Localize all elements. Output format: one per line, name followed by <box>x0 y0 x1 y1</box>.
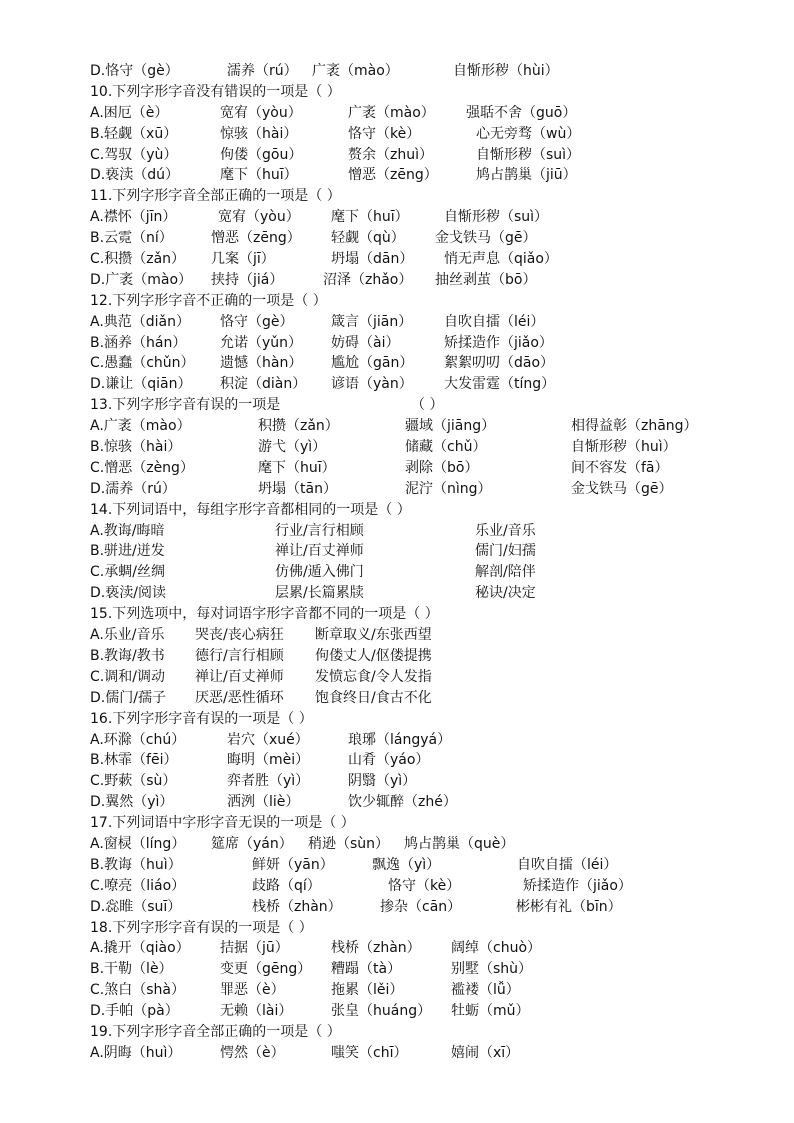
option-item: 广袤（mào） <box>348 104 435 121</box>
option-line <box>90 1043 770 1064</box>
question-line <box>90 500 770 521</box>
option-item: A.窗棂（líng） <box>90 835 186 852</box>
option-line <box>90 145 770 166</box>
option-item: 恪守（kè） <box>348 125 421 142</box>
option-line <box>90 353 770 374</box>
question-text: 14.下列词语中，每组字形字音都相同的一项是（ ） <box>90 501 411 518</box>
option-line <box>90 479 770 500</box>
option-item: 坍塌（dān） <box>331 251 414 268</box>
question-line <box>90 604 770 625</box>
option-item: 自吹自擂（léi） <box>444 313 545 330</box>
option-item: B.骈进/迸发 <box>90 543 165 560</box>
option-item: A.广袤（mào） <box>90 418 191 435</box>
option-item: D.恪守（gè） <box>90 63 179 79</box>
question-text: 18.下列字形字音有误的一项是（ ） <box>90 919 313 936</box>
option-item: 歧路（qí） <box>252 877 321 894</box>
option-item: 愕然（è） <box>220 1044 285 1061</box>
option-item: 泥泞（nìng） <box>405 480 492 497</box>
option-item: 佝偻（gōu） <box>220 146 303 163</box>
option-item: C.嘹亮（liáo） <box>90 877 186 894</box>
option-item: 憎恶（zēng） <box>348 167 438 184</box>
option-item: 罪恶（è） <box>220 982 285 999</box>
option-line <box>90 730 770 751</box>
option-item: 沼泽（zhǎo） <box>323 271 413 288</box>
option-item: 糟蹋（tà） <box>331 961 402 978</box>
option-item: 儒门/妇孺 <box>475 543 536 560</box>
option-item: 自惭形秽（suì） <box>476 146 581 163</box>
option-item: 游弋（yì） <box>258 439 327 456</box>
question-text: 10.下列字形字音没有错误的一项是（ ） <box>90 83 341 100</box>
option-item: 间不容发（fā） <box>571 459 669 476</box>
option-item: 坍塌（tān） <box>258 480 337 497</box>
option-line <box>90 437 770 458</box>
option-item: 栈桥（zhàn） <box>331 940 421 957</box>
option-item: C.煞白（shà） <box>90 982 185 999</box>
option-item: C.憎恶（zèng） <box>90 459 194 476</box>
option-item: 遗憾（hàn） <box>220 355 303 372</box>
option-item: 阔绰（chuò） <box>451 940 542 957</box>
option-item: 自吹自擂（léi） <box>517 856 618 873</box>
option-line <box>90 771 770 792</box>
option-item: 妨碍（ài） <box>331 334 400 351</box>
option-item: 宽宥（yòu） <box>218 209 300 226</box>
question-text: （ ） <box>411 397 444 414</box>
option-item: D.手帕（pà） <box>90 1003 179 1020</box>
option-item: B.涵养（hán） <box>90 334 187 351</box>
option-line <box>90 541 770 562</box>
option-item: B.轻觑（xū） <box>90 125 178 142</box>
option-item: B.林霏（fēi） <box>90 752 178 769</box>
option-item: C.调和/调动 <box>90 668 165 685</box>
option-item: 自惭形秽（suì） <box>444 209 549 226</box>
option-item: 仿佛/遁入佛门 <box>275 564 364 581</box>
option-item: 掺杂（cān） <box>380 898 462 915</box>
option-item: D.儒门/孺子 <box>90 689 166 706</box>
option-item: 拖累（lěi） <box>331 982 404 999</box>
option-item: 行业/言行相顾 <box>275 522 364 539</box>
question-line <box>90 813 770 834</box>
option-item: 恪守（kè） <box>388 877 461 894</box>
option-item: 彬彬有礼（bīn） <box>516 898 622 915</box>
option-item: 嬉闹（xī） <box>451 1044 520 1061</box>
option-item: A.教诲/晦暗 <box>90 522 165 539</box>
option-line <box>90 938 770 959</box>
question-line <box>90 186 770 207</box>
option-item: 禅让/百丈禅师 <box>195 668 284 685</box>
option-item: 抽丝剥茧（bō） <box>435 271 537 288</box>
option-item: D.惢睢（suī） <box>90 898 182 915</box>
option-item: A.环滁（chú） <box>90 731 186 748</box>
option-line <box>90 646 770 667</box>
option-item: 鸠占鹊巢（jiū） <box>476 167 577 184</box>
option-item: 层累/长篇累牍 <box>275 585 364 602</box>
question-text: 13.下列字形字音有误的一项是 <box>90 397 281 414</box>
option-item: 饱食终日/食古不化 <box>315 689 432 706</box>
option-line <box>90 562 770 583</box>
option-item: 宽宥（yòu） <box>220 104 302 121</box>
option-item: B.教诲（huì） <box>90 856 182 873</box>
option-item: 飘逸（yì） <box>372 856 441 873</box>
option-item: B.云霓（ní） <box>90 230 173 247</box>
option-item: 岩穴（xué） <box>227 731 309 748</box>
option-item: 疆域（jiāng） <box>405 418 496 435</box>
option-item: 晦明（mèi） <box>227 752 310 769</box>
option-item: 别墅（shù） <box>451 961 533 978</box>
question-line <box>90 395 770 416</box>
option-item: 储藏（chǔ） <box>405 439 487 456</box>
option-item: 山肴（yáo） <box>348 752 430 769</box>
option-item: 栈桥（zhàn） <box>252 898 342 915</box>
option-item: D.翼然（yì） <box>90 794 174 811</box>
option-item: 剥除（bō） <box>405 459 479 476</box>
option-item: 阴翳（yì） <box>348 773 417 790</box>
question-text: 11.下列字形字音全部正确的一项是（ ） <box>90 188 341 205</box>
option-item: B.干勒（lè） <box>90 961 173 978</box>
option-line <box>90 1001 770 1022</box>
option-line <box>90 228 770 249</box>
option-item: A.典范（diǎn） <box>90 313 191 330</box>
option-item: 金戈铁马（gē） <box>571 480 673 497</box>
question-line <box>90 918 770 939</box>
option-item: 鲜妍（yān） <box>252 856 334 873</box>
option-item: 秘诀/决定 <box>475 585 536 602</box>
question-text: 17.下列词语中字形字音无误的一项是（ ） <box>90 815 355 832</box>
question-line <box>90 709 770 730</box>
option-item: B.惊骇（hài） <box>90 439 182 456</box>
option-line <box>90 897 770 918</box>
option-item: A.乐业/音乐 <box>90 627 165 644</box>
question-line <box>90 82 770 103</box>
question-line <box>90 1022 770 1043</box>
option-item: 广袤（mào） <box>312 63 399 79</box>
option-line <box>90 959 770 980</box>
option-item: D.广袤（mào） <box>90 271 193 288</box>
option-item: 恪守（gè） <box>220 313 294 330</box>
option-item: 几案（jī） <box>211 251 275 268</box>
option-item: 嗤笑（chī） <box>331 1044 408 1061</box>
option-item: C.野蔌（sù） <box>90 773 177 790</box>
option-item: 谚语（yàn） <box>331 376 413 393</box>
option-item: 矫揉造作（jiǎo） <box>523 877 632 894</box>
option-line <box>90 583 770 604</box>
option-item: 大发雷霆（tíng） <box>444 376 556 393</box>
option-line <box>90 667 770 688</box>
option-item: 自惭形秽（huì） <box>571 439 677 456</box>
option-item: C.愚蠢（chǔn） <box>90 355 195 372</box>
option-item: 麾下（huī） <box>331 209 409 226</box>
option-item: 褴褛（lǚ） <box>451 982 520 999</box>
option-item: 惊骇（hài） <box>220 125 298 142</box>
option-item: C.积攒（zǎn） <box>90 251 186 268</box>
option-item: 挟持（jiá） <box>211 271 284 288</box>
option-item: 憎恶（zēng） <box>211 230 301 247</box>
option-item: D.谦让（qiān） <box>90 376 192 393</box>
option-line <box>90 165 770 186</box>
option-item: 心无旁骛（wù） <box>476 125 581 142</box>
option-item: 断章取义/东张西望 <box>315 627 432 644</box>
option-item: A.困厄（è） <box>90 104 169 121</box>
option-item: 解剖/陪伴 <box>475 564 536 581</box>
question-text: 12.下列字形字音不正确的一项是（ ） <box>90 292 327 309</box>
option-line <box>90 980 770 1001</box>
option-item: 尴尬（gān） <box>331 355 414 372</box>
option-line <box>90 750 770 771</box>
option-item: 积淀（diàn） <box>220 376 307 393</box>
option-item: A.襟怀（jīn） <box>90 209 177 226</box>
option-item: 麾下（huī） <box>258 459 336 476</box>
option-item: 乐业/音乐 <box>475 522 536 539</box>
option-line <box>90 270 770 291</box>
option-item: 德行/言行相顾 <box>195 647 284 664</box>
option-item: 赘余（zhuì） <box>348 146 433 163</box>
option-item: 弈者胜（yì） <box>227 773 310 790</box>
option-item: 佝偻丈人/伛偻提携 <box>315 647 432 664</box>
option-item: 轻觑（qù） <box>331 230 405 247</box>
option-line <box>90 834 770 855</box>
option-item: B.教诲/教书 <box>90 647 165 664</box>
option-item: 禅让/百丈禅师 <box>275 543 364 560</box>
document-page <box>90 61 770 1064</box>
option-item: 无赖（lài） <box>220 1003 293 1020</box>
question-line <box>90 291 770 312</box>
option-line <box>90 876 770 897</box>
option-item: 鸠占鹊巢（què） <box>404 835 515 852</box>
option-item: 金戈铁马（gē） <box>435 230 537 247</box>
question-text: 16.下列字形字音有误的一项是（ ） <box>90 710 313 727</box>
option-item: 强聒不舍（guō） <box>466 104 577 121</box>
option-item: C.驾驭（yù） <box>90 146 178 163</box>
option-line <box>90 103 770 124</box>
option-item: D.亵渎（dú） <box>90 167 179 184</box>
option-item: 相得益彰（zhāng） <box>571 418 698 435</box>
option-item: A.撬开（qiào） <box>90 940 190 957</box>
option-line <box>90 249 770 270</box>
option-item: D.亵渎/阅读 <box>90 585 166 602</box>
option-item: 拮据（jū） <box>220 940 289 957</box>
option-item: D.濡养（rú） <box>90 480 176 497</box>
option-item: 允诺（yǔn） <box>220 334 303 351</box>
question-text: 15.下列选项中，每对词语字形字音都不同的一项是（ ） <box>90 606 439 623</box>
option-line <box>90 312 770 333</box>
option-item: 哭丧/丧心病狂 <box>195 627 284 644</box>
option-line <box>90 374 770 395</box>
option-item: 自惭形秽（hùi） <box>453 63 559 79</box>
option-item: 牡蛎（mǔ） <box>451 1003 530 1020</box>
option-line <box>90 207 770 228</box>
option-item: 矫揉造作（jiǎo） <box>444 334 553 351</box>
option-line <box>90 855 770 876</box>
option-item: 麾下（huī） <box>220 167 298 184</box>
option-item: 悄无声息（qiǎo） <box>444 251 558 268</box>
option-item: 稍逊（sùn） <box>308 835 390 852</box>
option-item: 筵席（yán） <box>211 835 293 852</box>
option-line <box>90 333 770 354</box>
option-line <box>90 416 770 437</box>
option-item: 变更（gēng） <box>220 961 312 978</box>
option-line <box>90 625 770 646</box>
option-item: C.承蜩/丝绸 <box>90 564 165 581</box>
option-line <box>90 688 770 709</box>
option-item: 发愤忘食/令人发指 <box>315 668 432 685</box>
option-item: 洒洌（liè） <box>227 794 300 811</box>
option-item: 絮絮叨叨（dāo） <box>444 355 555 372</box>
option-item: 张皇（huáng） <box>331 1003 432 1020</box>
option-line <box>90 792 770 813</box>
option-item: 琅琊（lángyá） <box>348 731 452 748</box>
option-item: 箴言（jiān） <box>331 313 413 330</box>
option-line <box>90 61 770 82</box>
option-line <box>90 458 770 479</box>
option-item: 濡养（rú） <box>227 63 298 79</box>
question-text: 19.下列字形字音全部正确的一项是（ ） <box>90 1023 341 1040</box>
option-item: 积攒（zǎn） <box>258 418 339 435</box>
option-item: A.阴晦（huì） <box>90 1044 182 1061</box>
option-item: 饮少辄醉（zhé） <box>348 794 457 811</box>
option-line <box>90 124 770 145</box>
option-line <box>90 521 770 542</box>
option-item: 厌恶/恶性循环 <box>195 689 284 706</box>
